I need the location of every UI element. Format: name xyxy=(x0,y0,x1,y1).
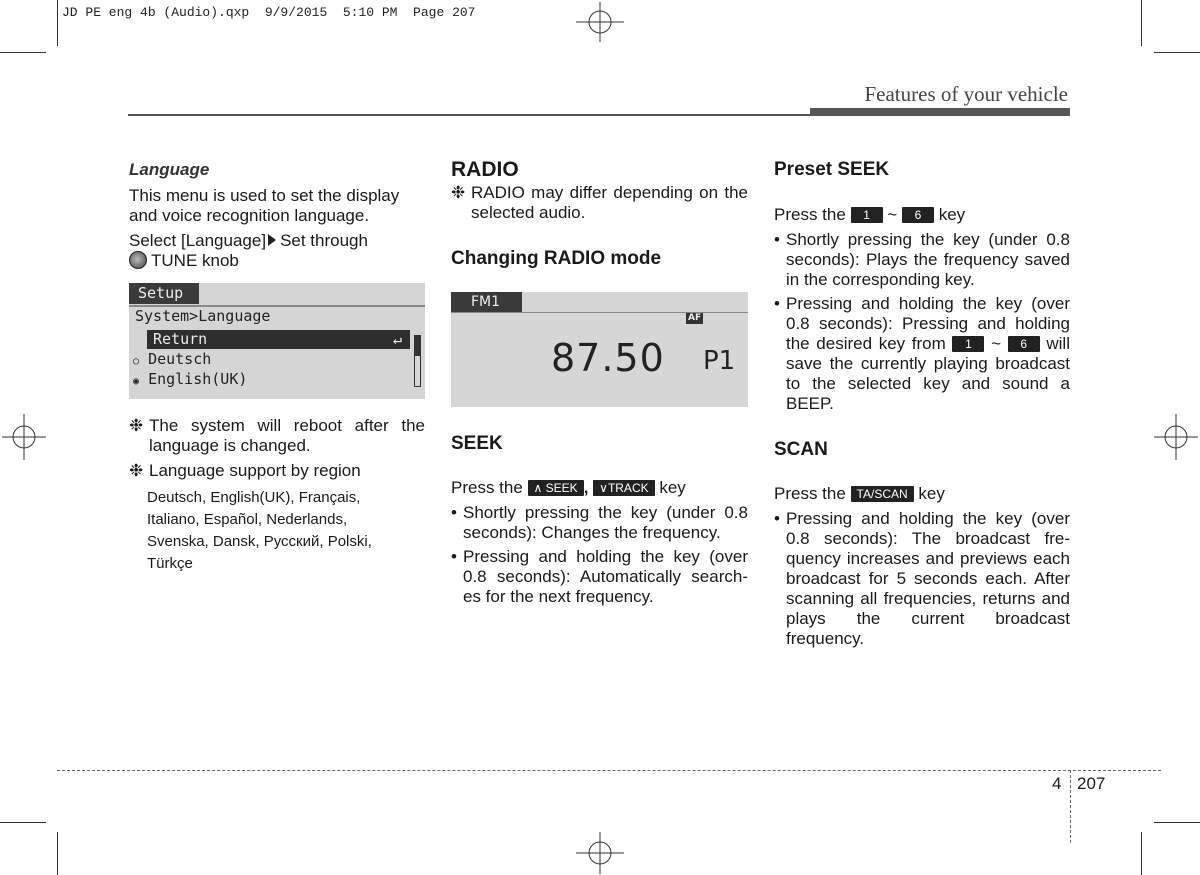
crop-mark xyxy=(57,0,58,46)
seek-heading: SEEK xyxy=(451,433,503,454)
crop-mark xyxy=(57,832,58,875)
scan-press-line xyxy=(774,484,1070,504)
language-list-line: Deutsch, English(UK), Français, xyxy=(147,489,361,506)
tilde-text: ~ xyxy=(991,334,1002,353)
note-symbol-icon: ❉ xyxy=(129,416,144,435)
preset-seek-heading: Preset SEEK xyxy=(774,159,890,180)
chapter-number: 4 xyxy=(1052,774,1062,793)
reboot-note-text: The system will reboot after the language is changed. xyxy=(149,416,425,455)
tilde-text: ~ xyxy=(887,205,898,224)
registration-mark xyxy=(2,414,46,460)
language-intro: This menu is used to set the display and voice recognition language. xyxy=(129,186,400,225)
changing-mode-heading: Changing RADIO mode xyxy=(451,248,662,269)
option-label: English(UK) xyxy=(148,370,248,388)
crop-mark xyxy=(1141,832,1142,875)
key-word: key xyxy=(918,484,945,503)
press-the-text: Press the xyxy=(451,478,523,497)
ta-scan-key: TA/SCAN xyxy=(851,486,914,502)
return-label: Return xyxy=(153,330,208,348)
bullet-text xyxy=(786,294,1070,414)
seek-section xyxy=(451,434,748,611)
menu-item-english xyxy=(133,370,247,388)
footer-rule xyxy=(57,770,1161,771)
bullet-text: Pressing and holding the key (over 0.8 seconds): Automatically search-es for the next frequency. xyxy=(463,547,748,606)
bullet-text-part: Pressing and holding the key (over 0.8 seconds): Pressing and holding the desired key from xyxy=(786,294,1070,353)
preset-key-1: 1 xyxy=(851,207,883,223)
track-key: ∨TRACK xyxy=(593,480,654,496)
menu-item-deutsch xyxy=(133,350,211,368)
setup-language-screen xyxy=(129,283,425,399)
registration-mark xyxy=(1154,414,1198,460)
fm-radio-screen xyxy=(451,292,748,407)
note-symbol-icon: ❉ xyxy=(451,183,466,202)
crop-mark xyxy=(0,52,46,53)
scan-heading: SCAN xyxy=(774,439,828,460)
left-column xyxy=(129,160,425,276)
print-slug: JD PE eng 4b (Audio).qxp 9/9/2015 5:10 PM Page 207 xyxy=(62,5,476,20)
crop-mark xyxy=(1154,822,1200,823)
bullet-icon: • xyxy=(451,547,457,566)
screen-scrollbar xyxy=(414,335,421,387)
section-title: Features of your vehicle xyxy=(864,82,1068,106)
bullet-text-part: will save the currently playing broadcast to the selected key and sound a BEEP. xyxy=(786,334,1070,413)
middle-column xyxy=(451,160,748,274)
registration-mark xyxy=(576,832,624,874)
left-notes xyxy=(129,416,425,575)
region-note xyxy=(129,461,425,481)
preset-display: P1 xyxy=(703,346,736,376)
scan-bullet xyxy=(774,509,1070,649)
bullet-icon: • xyxy=(774,509,780,528)
seek-bullet xyxy=(451,547,748,607)
af-indicator: AF xyxy=(688,313,702,323)
radio-empty-icon: ○ xyxy=(133,356,140,367)
preset-bullet xyxy=(774,294,1070,414)
tune-knob-line xyxy=(129,251,425,271)
footer-divider xyxy=(1070,770,1071,843)
set-text: Set through xyxy=(280,231,368,250)
select-language-text: Select [Language] xyxy=(129,231,267,250)
menu-item-return xyxy=(147,330,410,349)
screen-tab-fm1: FM1 xyxy=(451,292,522,312)
screen-divider xyxy=(451,312,748,313)
tune-knob-text: TUNE knob xyxy=(151,251,239,270)
crop-mark xyxy=(1154,52,1200,53)
preset-bullet xyxy=(774,230,1070,290)
region-note-text: Language support by region xyxy=(149,461,361,480)
bullet-text: Shortly pressing the key (under 0.8 seconds): Changes the frequency. xyxy=(463,503,748,542)
comma-text: , xyxy=(583,478,589,497)
radio-selected-icon: ◉ xyxy=(133,376,140,387)
frequency-display: 87.50 xyxy=(551,336,665,380)
preset-key-6: 6 xyxy=(902,207,934,223)
language-list-line: Italiano, Español, Nederlands, xyxy=(147,511,348,528)
language-select-instruction xyxy=(129,231,425,251)
seek-bullet xyxy=(451,503,748,543)
language-list xyxy=(129,487,425,575)
radio-note-text: RADIO may differ depending on the selected audio. xyxy=(471,183,748,222)
bullet-icon: • xyxy=(774,294,780,313)
language-heading: Language xyxy=(129,160,210,179)
preset-key-6: 6 xyxy=(1008,336,1040,352)
key-word: key xyxy=(659,478,686,497)
bullet-icon: • xyxy=(451,503,457,522)
page-number: 207 xyxy=(1077,774,1106,793)
preset-press-line xyxy=(774,205,1070,225)
bullet-text: Pressing and holding the key (over 0.8 seconds): The broadcast fre-quency increases and previews each broadcast for 5 seconds each. After scanning all frequencies, returns and plays the current broadcast frequency. xyxy=(786,509,1070,648)
screen-tab-setup: Setup xyxy=(129,283,199,304)
radio-heading: RADIO xyxy=(451,158,519,181)
bullet-text: Shortly pressing the key (under 0.8 seconds): Plays the frequency saved in the corresponding key. xyxy=(786,230,1070,289)
registration-mark xyxy=(576,2,624,42)
radio-note xyxy=(451,183,748,223)
crop-mark xyxy=(0,822,46,823)
preset-key-1: 1 xyxy=(952,336,984,352)
key-word: key xyxy=(938,205,966,224)
tune-knob-icon xyxy=(129,251,147,269)
note-symbol-icon: ❉ xyxy=(129,461,144,480)
seek-key: ∧ SEEK xyxy=(528,480,584,496)
press-the-text: Press the xyxy=(774,484,846,503)
header-bar xyxy=(810,108,1070,116)
crop-mark xyxy=(1141,0,1142,46)
option-label: Deutsch xyxy=(148,350,212,368)
seek-press-line xyxy=(451,478,748,498)
return-icon: ↵ xyxy=(392,330,402,348)
right-column xyxy=(774,160,1070,653)
bullet-icon: • xyxy=(774,230,780,249)
reboot-note xyxy=(129,416,425,456)
screen-path: System>Language xyxy=(135,307,271,325)
language-list-line: Svenska, Dansk, Русский, Polski, xyxy=(147,533,372,550)
arrow-right-icon xyxy=(268,234,276,246)
language-list-line: Türkçe xyxy=(147,555,193,572)
press-the-text: Press the xyxy=(774,205,846,224)
